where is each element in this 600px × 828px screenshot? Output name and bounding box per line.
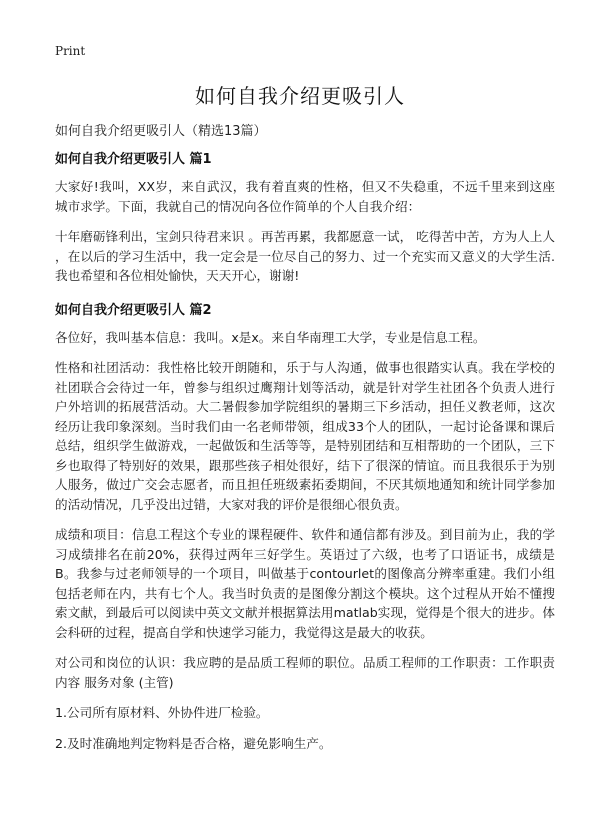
document-body [55, 148, 555, 764]
section-heading: 如何自我介绍更吸引人 篇1 [55, 152, 212, 167]
section-1 [55, 148, 555, 286]
print-label: Print [55, 44, 86, 58]
paragraph: 大家好!我叫，XX岁，来自武汉，我有着直爽的性格，但又不失稳重，不远千里来到这座城市求学。下面，我就自己的情况向各位作简单的个人自我介绍： [55, 179, 555, 214]
document-subtitle: 如何自我介绍更吸引人（精选13篇） [55, 124, 267, 139]
paragraph: 十年磨砺锋利出，宝剑只待君来识 。再苦再累，我都愿意一试， 吃得苦中苦，方为人上人 ，在以后的学习生活中，我一定会是一位尽自己的努力、过一个充实而又意义的大学生活.我也希望和各位相处愉快，天天开心，谢谢! [55, 229, 555, 283]
paragraph: 成绩和项目：信息工程这个专业的课程硬件、软件和通信都有涉及。到目前为止，我的学习成绩排名在前20%，获得过两年三好学生。英语过了六级，也考了口语证书，成绩是B。我参与过老师领导的一个项目，叫做基于contourlet的图像高分辨率重建。我们小组包括老师在内，共有七个人。我当时负责的是图像分割这个模块。这个过程从开始不懂搜索文献，到最后可以阅读中英文文献并根据算法用matlab实现，觉得是个很大的进步。体会科研的过程，提高自学和快速学习能力，我觉得这是最大的收获。 [55, 527, 555, 640]
section-2 [55, 299, 555, 754]
list-item: 1.公司所有原材料、外协件进厂检验。 [55, 705, 269, 720]
page-title: 如何自我介绍更吸引人 [195, 84, 405, 108]
list-item: 2.及时准确地判定物料是否合格，避免影响生产。 [55, 735, 332, 751]
paragraph: 各位好，我叫基本信息：我叫。x是x。来自华南理工大学，专业是信息工程。 [55, 329, 486, 345]
paragraph: 对公司和岗位的认识：我应聘的是品质工程师的职位。品质工程师的工作职责：工作职责内容 服务对象 (主管) [55, 655, 555, 690]
paragraph: 性格和社团活动：我性格比较开朗随和，乐于与人沟通，做事也很踏实认真。我在学校的社团联合会待过一年，曾参与组织过鹰翔计划等活动，就是针对学生社团各个负责人进行户外培训的拓展营活动。大二暑假参加学院组织的暑期三下乡活动，担任义教老师，这次经历让我印象深刻。当时我们由一名老师带领，组成33个人的团队，一起讨论备课和课后总结，组织学生做游戏，一起做饭和生活等等，是特别团结和互相帮助的一个团队，三下乡也取得了特别好的效果，跟那些孩子相处很好，结下了很深的情谊。而且我很乐于为别人服务，做过广交会志愿者，而且担任班级素拓委期间，不厌其烦地通知和统计同学参加的活动情况，几乎没出过错，大家对我的评价是很细心很负责。 [55, 360, 555, 512]
section-heading: 如何自我介绍更吸引人 篇2 [55, 302, 212, 318]
